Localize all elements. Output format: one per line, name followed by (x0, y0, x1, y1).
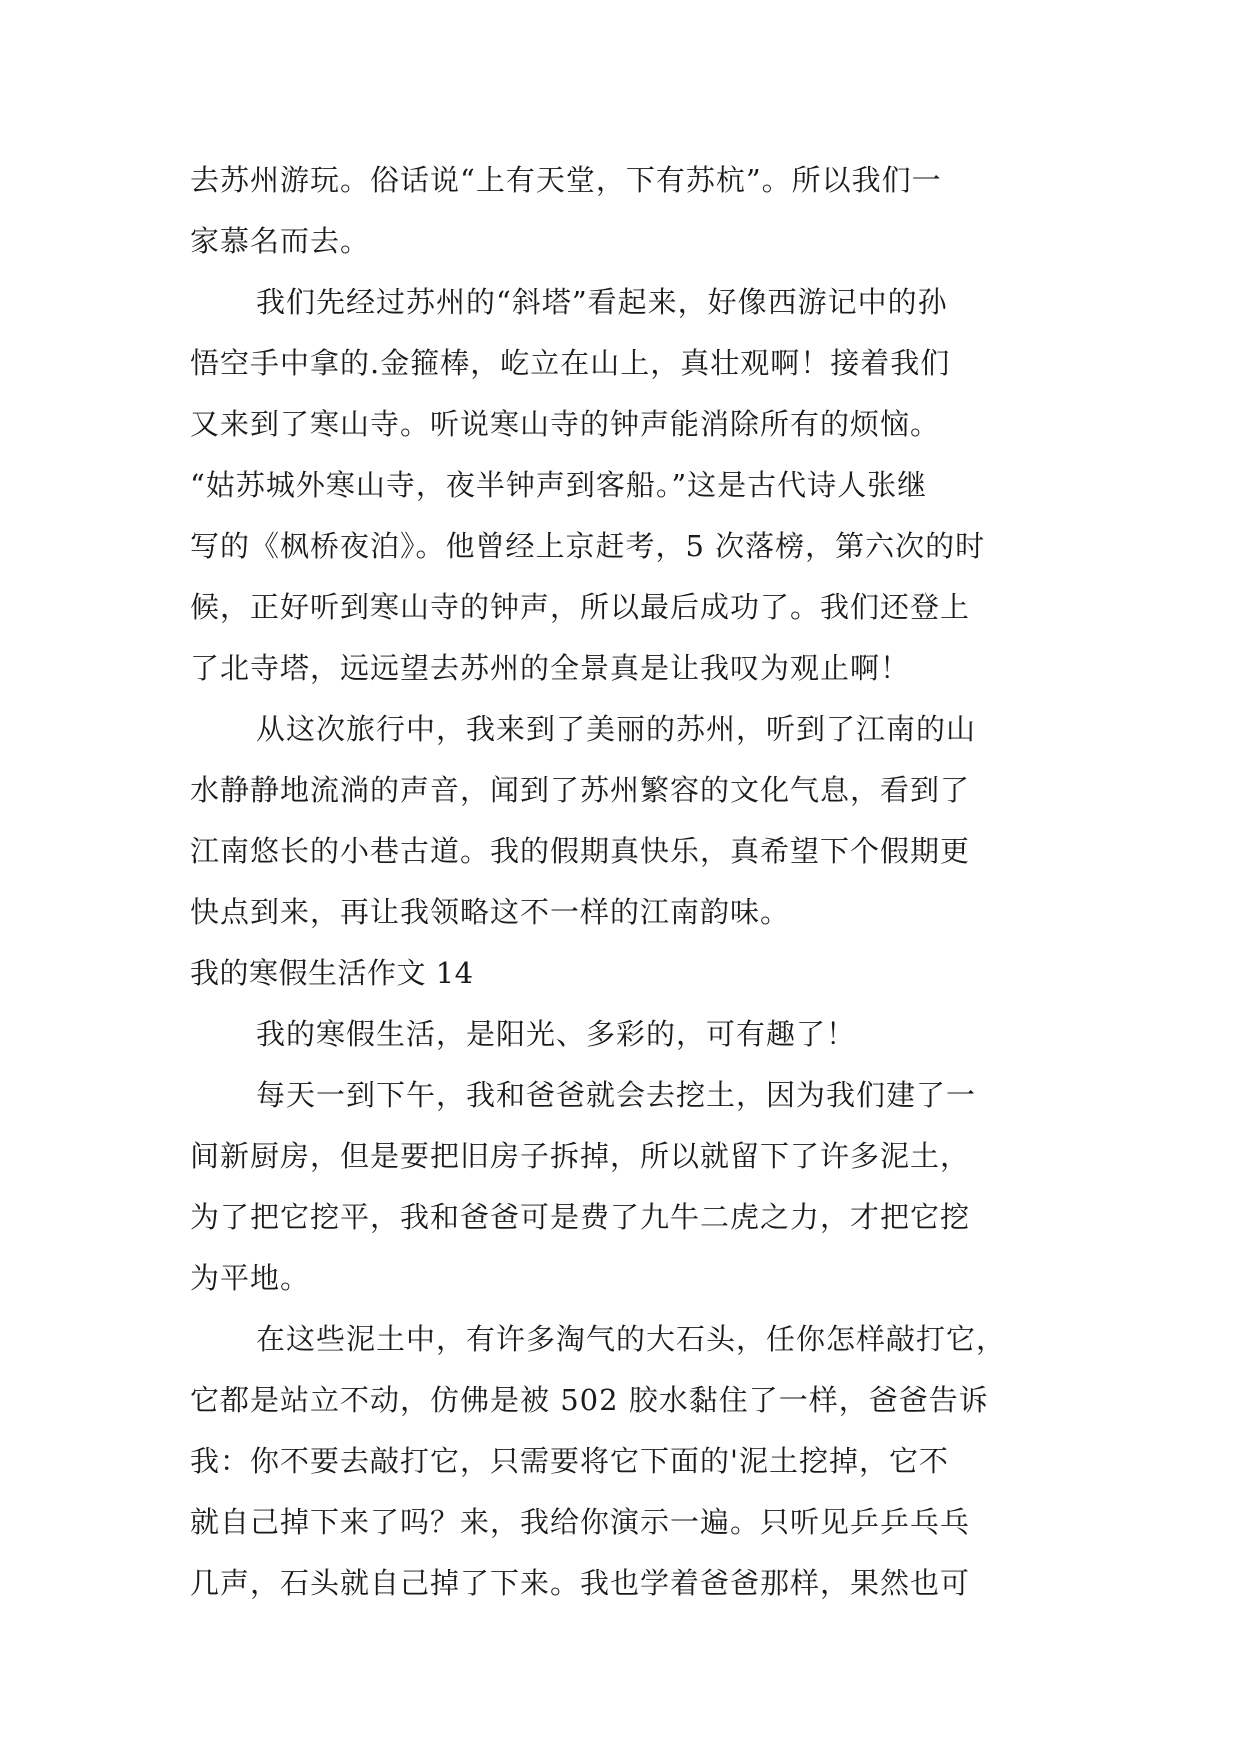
text-line: 江南悠长的小巷古道。我的假期真快乐，真希望下个假期更 (190, 834, 971, 868)
text-line: 候，正好听到寒山寺的钟声，所以最后成功了。我们还登上 (190, 590, 971, 624)
text-line: 为了把它挖平，我和爸爸可是费了九牛二虎之力，才把它挖 (190, 1200, 971, 1234)
text-line: 在这些泥土中，有许多淘气的大石头，任你怎样敲打它， (256, 1322, 1007, 1356)
text-line: 间新厨房，但是要把旧房子拆掉，所以就留下了许多泥土， (190, 1139, 971, 1173)
text-line: 家慕名而去。 (190, 224, 371, 258)
text-line: 了北寺塔，远远望去苏州的全景真是让我叹为观止啊！ (190, 651, 911, 685)
text-line: 为平地。 (190, 1261, 311, 1295)
text-line: 又来到了寒山寺。听说寒山寺的钟声能消除所有的烦恼。 (190, 407, 941, 441)
section-heading: 我的寒假生活作文 14 (190, 956, 474, 990)
text-line: 我们先经过苏州的“斜塔”看起来，好像西游记中的孙 (256, 285, 948, 319)
text-line: 它都是站立不动，仿佛是被 502 胶水黏住了一样，爸爸告诉 (190, 1383, 989, 1417)
text-line: 我：你不要去敲打它，只需要将它下面的'泥土挖掉，它不 (190, 1444, 949, 1478)
text-line: 每天一到下午，我和爸爸就会去挖土，因为我们建了一 (256, 1078, 977, 1112)
text-line: 从这次旅行中，我来到了美丽的苏州，听到了江南的山 (256, 712, 977, 746)
document-body (190, 150, 1090, 1614)
text-line: 悟空手中拿的.金箍棒，屹立在山上，真壮观啊！接着我们 (190, 346, 951, 380)
text-line: 我的寒假生活，是阳光、多彩的，可有趣了！ (256, 1017, 857, 1051)
text-line: 快点到来，再让我领略这不一样的江南韵味。 (190, 895, 791, 929)
text-line: 去苏州游玩。俗话说“上有天堂，下有苏杭”。所以我们一 (190, 163, 942, 197)
text-line: 几声，石头就自己掉了下来。我也学着爸爸那样，果然也可 (190, 1566, 971, 1600)
text-line: “姑苏城外寒山寺，夜半钟声到客船。”这是古代诗人张继 (190, 468, 928, 502)
text-line: 就自己掉下来了吗？来，我给你演示一遍。只听见乒乒乓乓 (190, 1505, 971, 1539)
text-line: 写的《枫桥夜泊》。他曾经上京赶考，5 次落榜，第六次的时 (190, 529, 986, 563)
text-line: 水静静地流淌的声音，闻到了苏州繁容的文化气息，看到了 (190, 773, 971, 807)
